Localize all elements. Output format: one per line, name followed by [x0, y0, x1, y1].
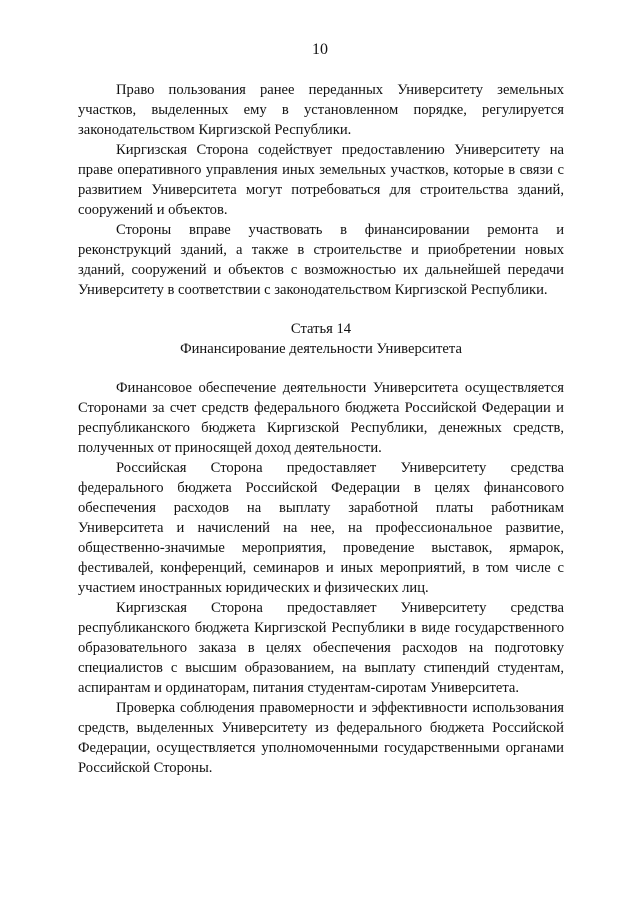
paragraph-russian-funding: Российская Сторона предоставляет Университету средства федерального бюджета Российской Федерации в целях финансового обеспечения расходов на выплату заработной платы работникам Университета и начислений на нее, на профессиональное развитие, общественно-значимые мероприятия, проведение выставок, ярмарок, фестивалей, конференций, семинаров и иных мероприятий, в том числе с участием иностранных юридических и физических лиц.: [78, 460, 564, 596]
paragraph-kyrgyz-funding: Киргизская Сторона предоставляет Университету средства республиканского бюджета Киргизской Республики в виде государственного образовательного заказа в целях обеспечения расходов на подготовку специалистов с высшим образованием, на выплату стипендий студентам, аспирантам и ординаторам, питания студентам-сиротам Университета.: [78, 600, 564, 696]
document-body: [78, 80, 564, 778]
paragraph-land-use-rights: Право пользования ранее переданных Университету земельных участков, выделенных ему в установленном порядке, регулируется законодательством Киргизской Республики.: [78, 82, 564, 138]
paragraph-financial-support: Финансовое обеспечение деятельности Университета осуществляется Сторонами за счет средств федерального бюджета Российской Федерации и республиканского бюджета Киргизской Республики, денежных средств, полученных от приносящей доход деятельности.: [78, 380, 564, 456]
paragraph-audit: Проверка соблюдения правомерности и эффективности использования средств, выделенных Университету из федерального бюджета Российской Федерации, осуществляется уполномоченными государственными органами Российской Стороны.: [78, 700, 564, 776]
article-title: Финансирование деятельности Университета: [180, 341, 462, 357]
heading-spacer: [78, 359, 564, 378]
article-number: Статья 14: [290, 321, 352, 337]
paragraph-construction-financing: Стороны вправе участвовать в финансировании ремонта и реконструкций зданий, а также в строительстве и приобретении новых зданий, сооружений и объектов с возможностью их дальнейшей передачи Университету в соответствии с законодательством Киргизской Республики.: [78, 222, 564, 298]
paragraph-kyrgyz-land-assistance: Киргизская Сторона содействует предоставлению Университету на праве оперативного управления иных земельных участков, которые в связи с развитием Университета могут потребоваться для строительства зданий, сооружений и объектов.: [78, 142, 564, 218]
article-heading: [78, 319, 564, 359]
page-number: 10: [312, 41, 328, 58]
